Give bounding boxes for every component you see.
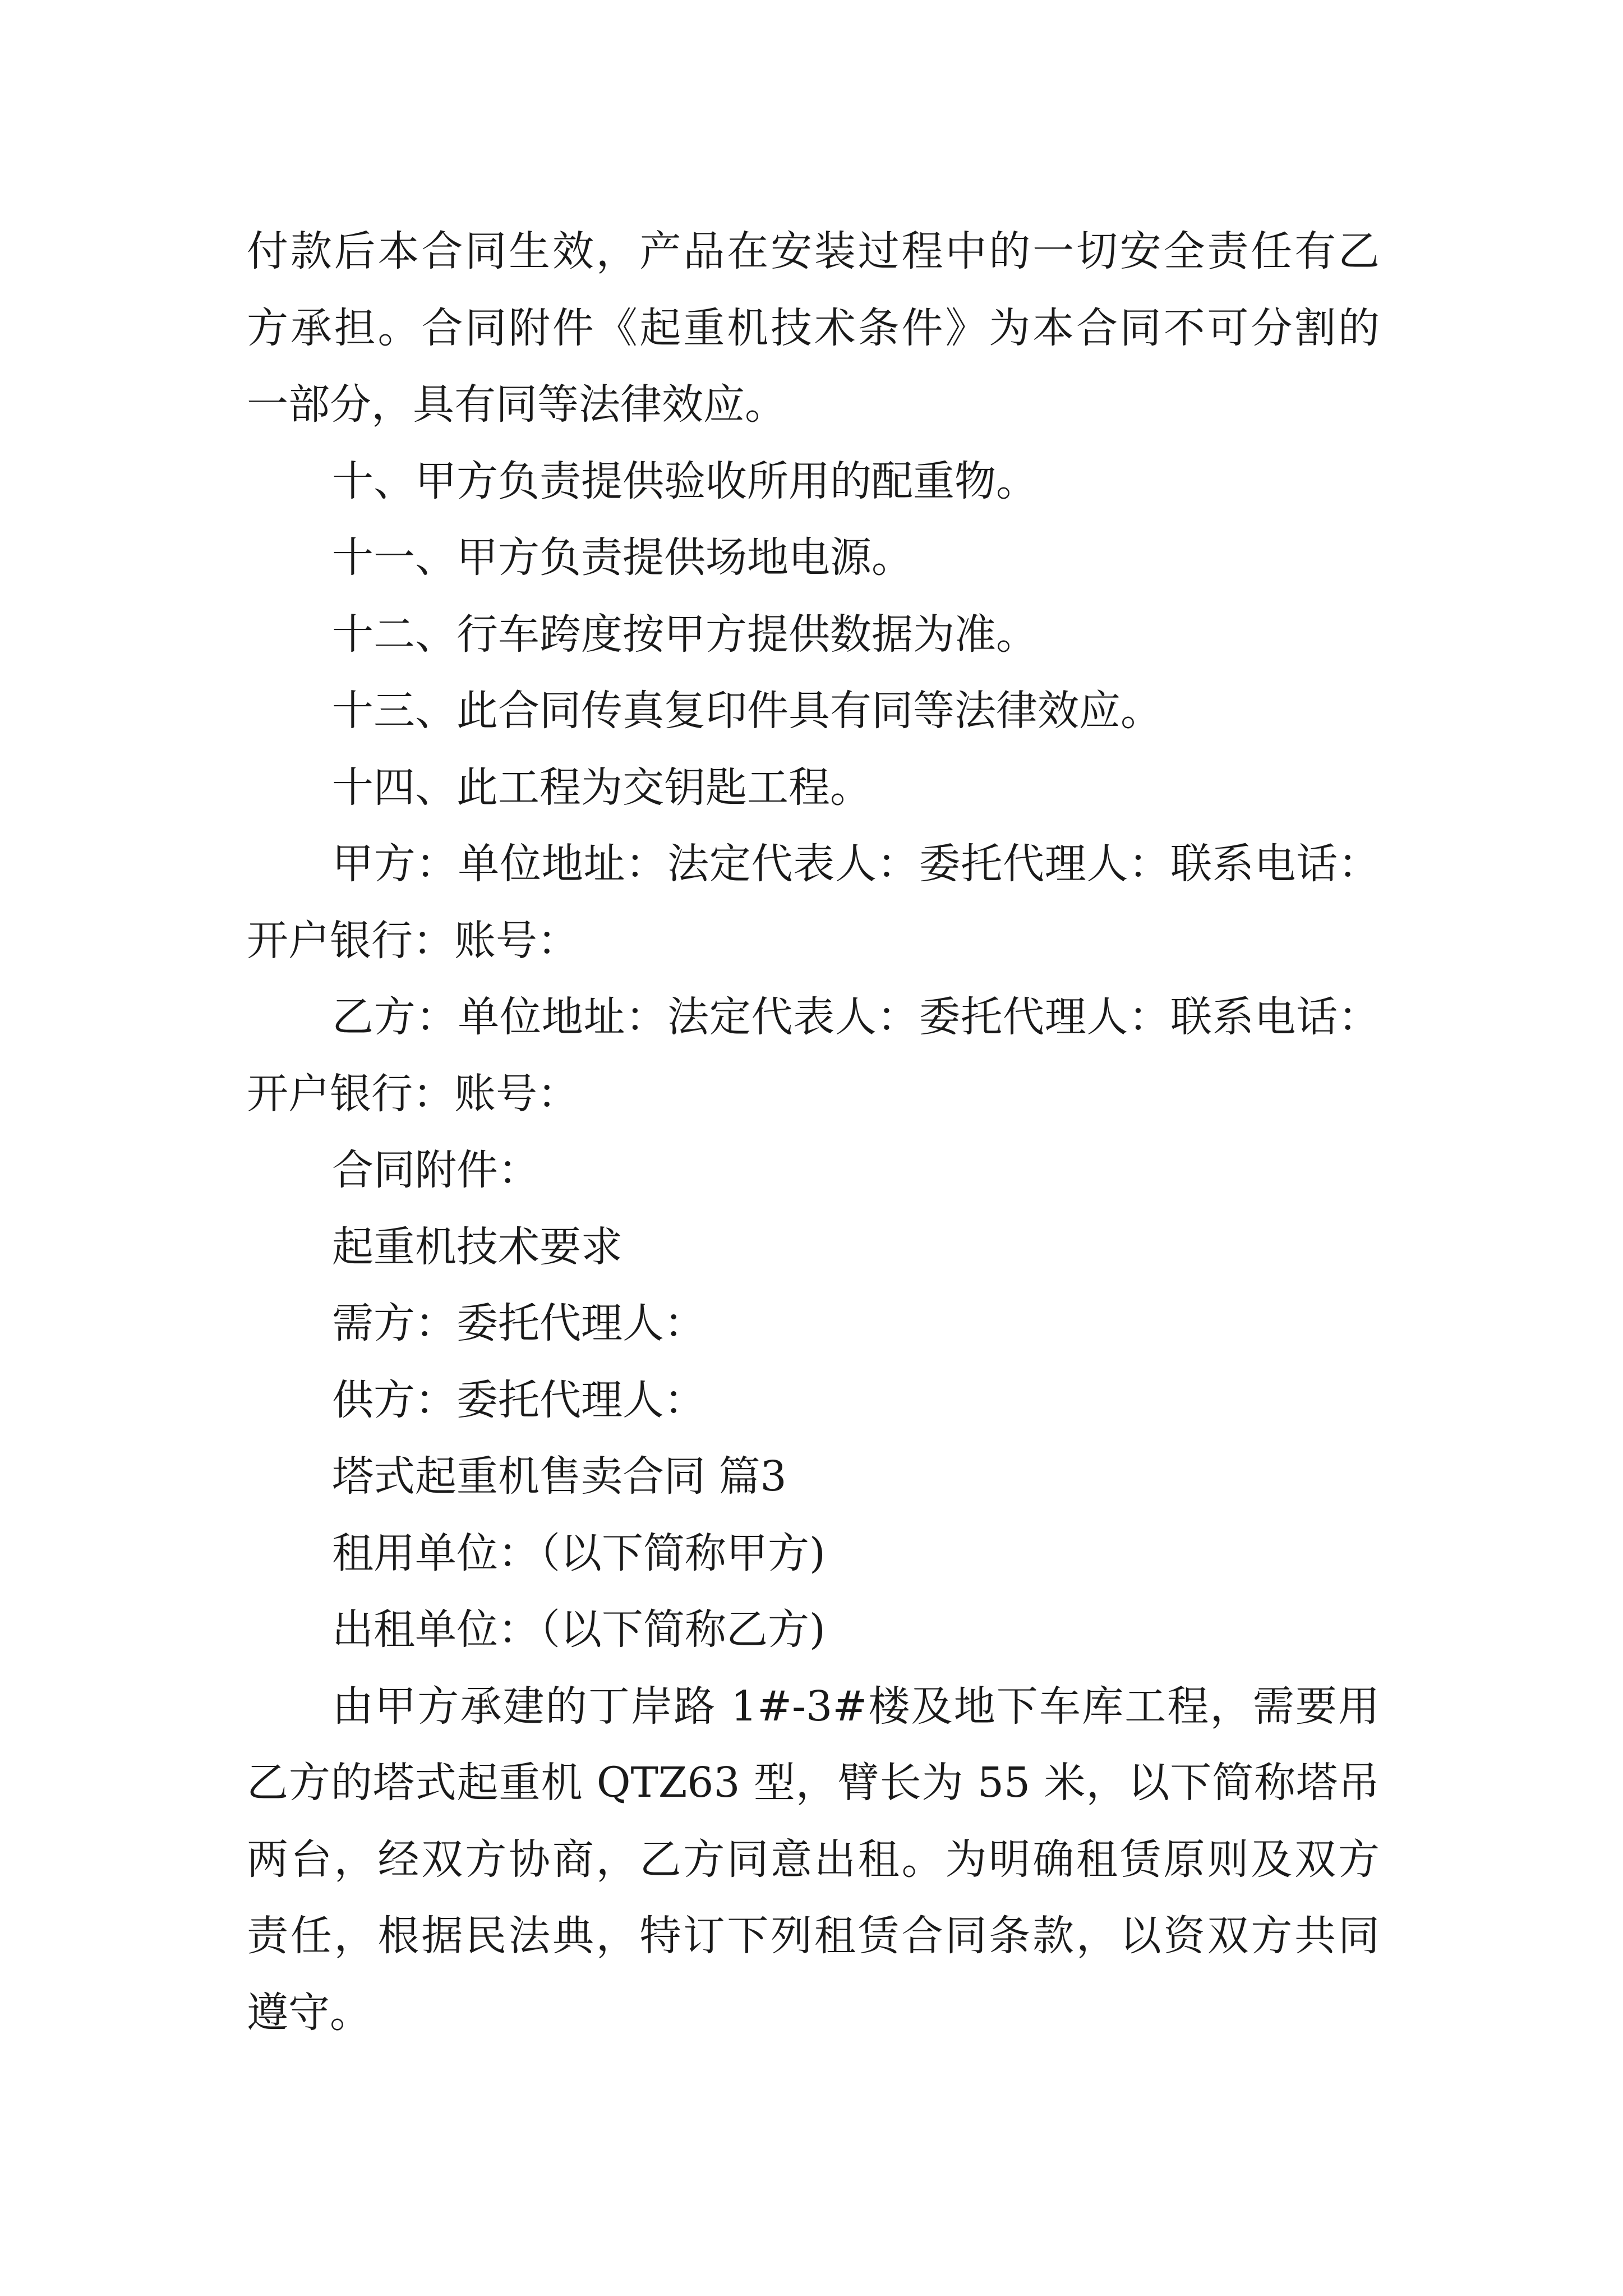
buyer-agent: 需方：委托代理人： — [332, 1299, 706, 1347]
paragraph-line: 由甲方承建的丁岸路 1#-3#楼及地下车库工程，需要用 — [332, 1682, 1380, 1731]
party-b-info: 乙方：单位地址：法定代表人：委托代理人：联系电话： — [332, 993, 1380, 1041]
clause-10: 十、甲方负责提供验收所用的配重物。 — [332, 457, 1038, 505]
paragraph-line: 乙方的塔式起重机 QTZ63 型，臂长为 55 米，以下简称塔吊 — [247, 1759, 1380, 1807]
lessor-unit: 出租单位：（以下简称乙方) — [332, 1605, 826, 1654]
paragraph-line: 遵守。 — [247, 1988, 371, 2037]
paragraph-line: 方承担。合同附件《起重机技术条件》为本合同不可分割的 — [247, 303, 1380, 352]
clause-13: 十三、此合同传真复印件具有同等法律效应。 — [332, 687, 1162, 735]
party-a-bank: 开户银行：账号： — [247, 916, 579, 965]
lessee-unit: 租用单位：（以下简称甲方) — [332, 1529, 826, 1577]
paragraph-line: 两台，经双方协商，乙方同意出租。为明确租赁原则及双方 — [247, 1835, 1380, 1884]
paragraph-line: 一部分，具有同等法律效应。 — [247, 380, 786, 429]
paragraph-line: 责任，根据民法典，特订下列租赁合同条款，以资双方共同 — [247, 1912, 1380, 1960]
clause-14: 十四、此工程为交钥匙工程。 — [332, 763, 872, 812]
attachment-title: 起重机技术要求 — [332, 1222, 623, 1271]
clause-12: 十二、行车跨度按甲方提供数据为准。 — [332, 610, 1038, 659]
section-title: 塔式起重机售卖合同 篇3 — [332, 1452, 787, 1501]
attachment-heading: 合同附件： — [332, 1146, 540, 1194]
paragraph-line: 付款后本合同生效，产品在安装过程中的一切安全责任有乙 — [247, 227, 1380, 275]
party-b-bank: 开户银行：账号： — [247, 1069, 579, 1118]
document-body — [247, 213, 1380, 2051]
party-a-info: 甲方：单位地址：法定代表人：委托代理人：联系电话： — [332, 840, 1380, 888]
supplier-agent: 供方：委托代理人： — [332, 1375, 706, 1424]
clause-11: 十一、甲方负责提供场地电源。 — [332, 533, 913, 582]
